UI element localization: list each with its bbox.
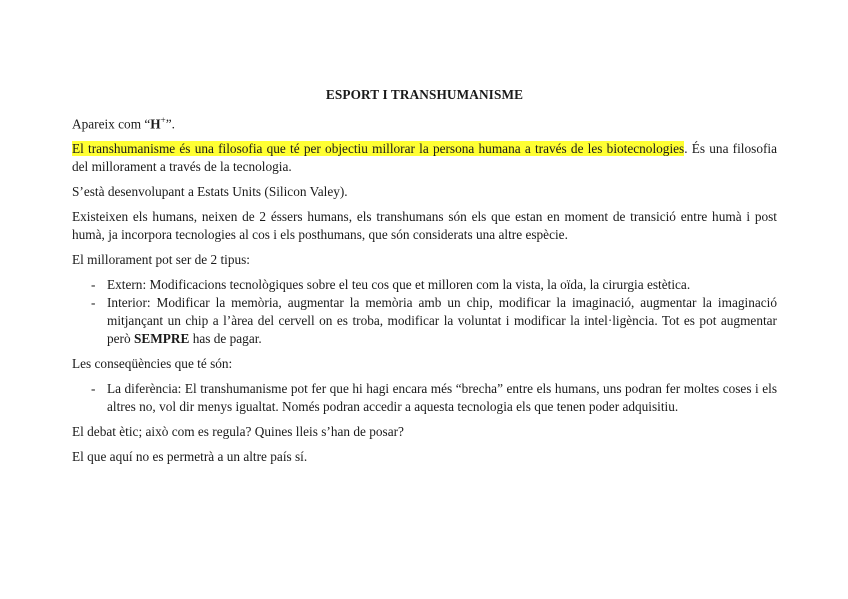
definition-rest: . És una filosofia del millorament a través de la tecnologia.	[72, 141, 777, 175]
list-dash: -	[91, 277, 96, 293]
list-item-text: La diferència: El transhumanisme pot fer que hi hagi encara més “brecha” entre els humans, uns podran fer moltes coses i els altres no, vol dir menys igualtat. Només podran accedir a aquesta tecnologia els que tenen poder adquisitiu.	[107, 381, 777, 415]
paragraph-other-country: El que aquí no es permetrà a un altre país sí.	[72, 449, 308, 465]
list-item-extern	[72, 276, 777, 294]
h-plus-suffix: ”.	[165, 116, 175, 132]
emphasis-sempre: SEMPRE	[133, 331, 190, 347]
paragraph-definition	[72, 140, 777, 176]
paragraph-ethics: El debat ètic; això com es regula? Quines lleis s’han de posar?	[72, 424, 404, 440]
list-item-text: Extern: Modificacions tecnològiques sobre el teu cos que et milloren com la vista, la oïda, la cirurgia estètica.	[107, 277, 691, 293]
paragraph-types-intro: El millorament pot ser de 2 tipus:	[72, 252, 251, 268]
list-dash: -	[91, 381, 96, 397]
list-item-text: Interior: Modificar la memòria, augmentar la memòria amb un chip, modificar la imaginació, augmentar la imaginació mitjançant un chip a l’àrea del cervell on es troba, modificar la voluntat i modificar la intel·ligència. Tot es pot augmentar però	[107, 295, 777, 347]
improvement-types-list	[72, 276, 777, 348]
list-item-difference	[72, 380, 777, 416]
list-item-text-end: has de pagar.	[189, 331, 262, 347]
list-dash: -	[91, 295, 96, 311]
paragraph-consequences-intro: Les conseqüències que té són:	[72, 356, 233, 372]
paragraph-humans: Existeixen els humans, neixen de 2 éssers humans, els transhumans són els que estan en moment de transició entre humà i post humà, ja incorpora tecnologies al cos i els posthumans, que són considerats una altre espècie.	[72, 209, 777, 243]
paragraph-h-plus	[72, 111, 777, 133]
document-body	[72, 86, 777, 473]
h-plus-superscript: +	[160, 115, 166, 125]
h-plus-prefix: Apareix com “	[72, 116, 151, 132]
paragraph-silicon-valley: S’està desenvolupant a Estats Units (Silicon Valey).	[72, 184, 348, 200]
h-plus-letter: H	[150, 116, 161, 132]
consequences-list	[72, 380, 777, 416]
highlighted-definition: El transhumanisme és una filosofia que té per objectiu millorar la persona humana a través de les biotecnologies	[72, 141, 685, 157]
list-item-interior	[72, 294, 777, 348]
document-title: ESPORT I TRANSHUMANISME	[325, 87, 524, 102]
